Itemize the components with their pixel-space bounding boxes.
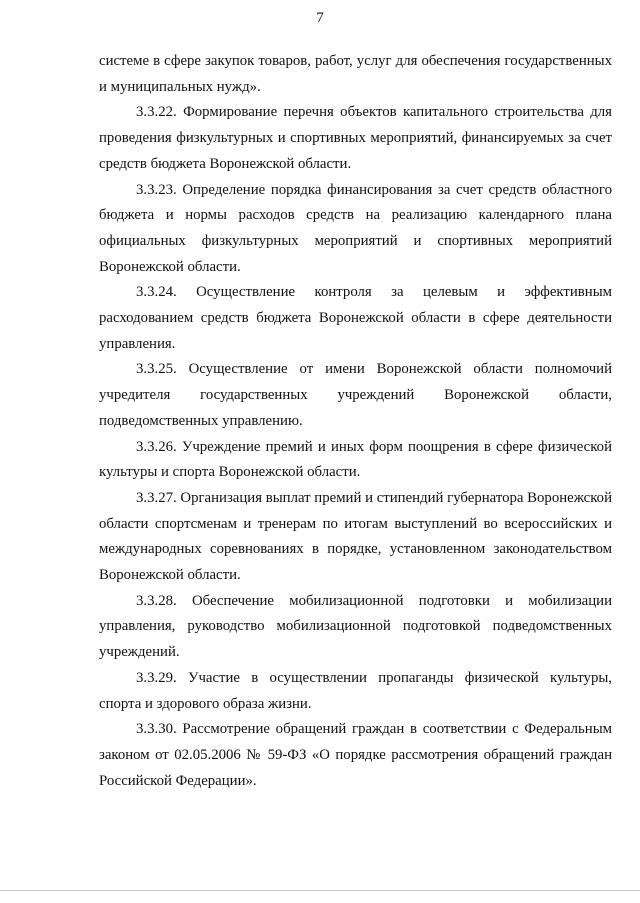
- paragraph-3-3-27: 3.3.27. Организация выплат премий и стипендий губернатора Воронежской области спортсменам и тренерам по итогам выступлений во всероссийских и международных соревнованиях в порядке, установленном законодательством Воронежской области.: [99, 489, 612, 584]
- paragraph-3-3-25: 3.3.25. Осуществление от имени Воронежской области полномочий учредителя государственных учреждений Воронежской области, подведомственных управлению.: [99, 361, 612, 429]
- page-bottom-edge: [0, 890, 640, 891]
- paragraph-3-3-29: 3.3.29. Участие в осуществлении пропаганды физической культуры, спорта и здорового образа жизни.: [99, 669, 612, 712]
- paragraph-3-3-22: 3.3.22. Формирование перечня объектов капитального строительства для проведения физкультурных и спортивных мероприятий, финансируемых за счет средств бюджета Воронежской области.: [99, 104, 612, 172]
- paragraph-3-3-26: 3.3.26. Учреждение премий и иных форм поощрения в сфере физической культуры и спорта Воронежской области.: [99, 438, 612, 481]
- paragraph-continuation: системе в сфере закупок товаров, работ, услуг для обеспечения государственных и муниципальных нужд».: [99, 53, 612, 95]
- document-body: [99, 49, 612, 794]
- page-number: 7: [316, 10, 324, 26]
- paragraph-3-3-24: 3.3.24. Осуществление контроля за целевым и эффективным расходованием средств бюджета Воронежской области в сфере деятельности управления.: [99, 284, 612, 352]
- paragraph-3-3-28: 3.3.28. Обеспечение мобилизационной подготовки и мобилизации управления, руководство мобилизационной подготовкой подведомственных учреждений.: [99, 592, 612, 661]
- paragraph-3-3-23: 3.3.23. Определение порядка финансирования за счет средств областного бюджета и нормы расходов средств на реализацию календарного плана официальных физкультурных мероприятий и спортивных мероприятий Воронежской области.: [99, 181, 612, 275]
- paragraph-3-3-30: 3.3.30. Рассмотрение обращений граждан в соответствии с Федеральным законом от 02.05.2006 № 59-ФЗ «О порядке рассмотрения обращений граждан Российской Федерации».: [99, 721, 612, 789]
